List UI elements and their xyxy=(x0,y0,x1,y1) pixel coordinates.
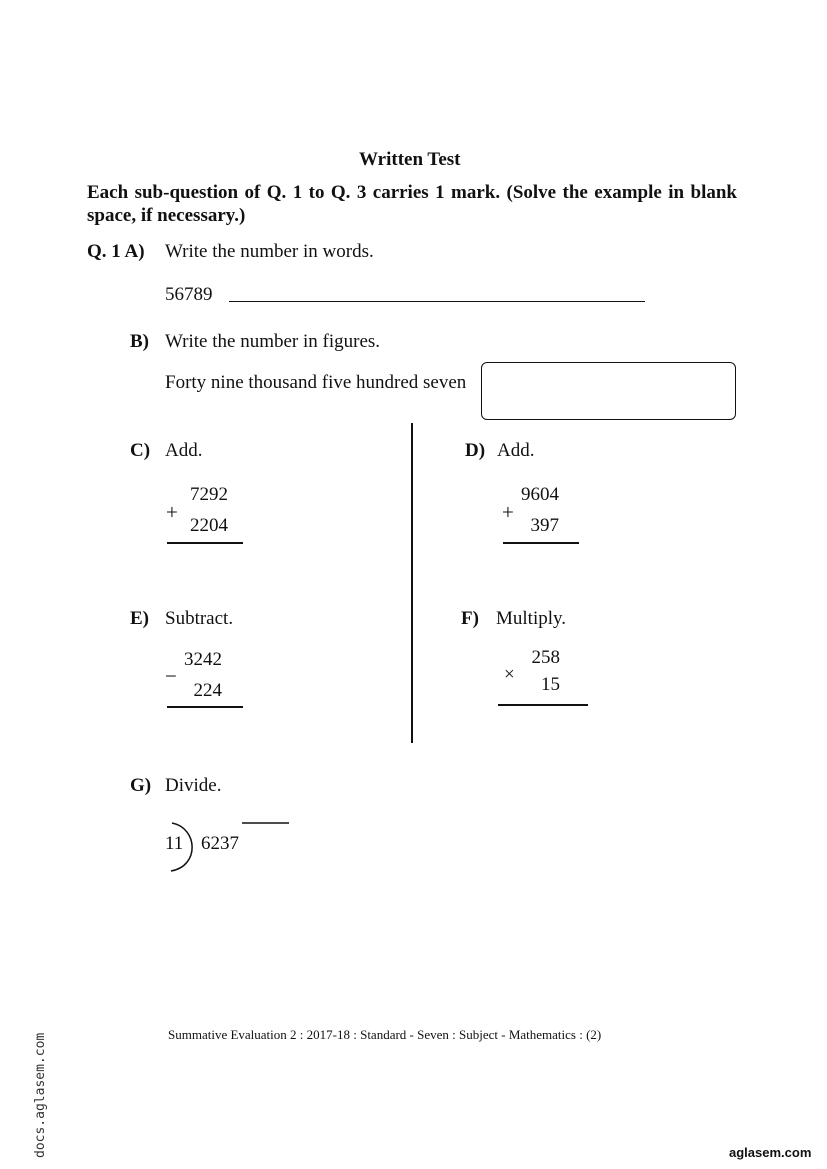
q1f-top-number: 258 xyxy=(531,647,560,668)
page-footer: Summative Evaluation 2 : 2017-18 : Standard - Seven : Subject - Mathematics : (2) xyxy=(168,1027,602,1042)
q1e-top-number: 3242 xyxy=(184,649,222,670)
question-number: Q. 1 A) xyxy=(87,241,145,262)
q1c-prompt: Add. xyxy=(165,440,203,461)
q1e-label: E) xyxy=(130,608,149,629)
q1c-top-number: 7292 xyxy=(190,484,228,505)
watermark-text: docs.aglasem.com xyxy=(33,1032,48,1158)
q1d-top-number: 9604 xyxy=(521,484,559,505)
page-title: Written Test xyxy=(359,149,461,170)
q1c-label: C) xyxy=(130,440,151,461)
q1g-label: G) xyxy=(130,775,152,796)
q1d-bottom-number: 397 xyxy=(530,515,559,536)
q1e-prompt: Subtract. xyxy=(165,608,234,629)
q1b-answer-box[interactable] xyxy=(481,362,736,420)
q1g-prompt: Divide. xyxy=(165,775,222,796)
q1c-bottom-number: 2204 xyxy=(190,515,228,536)
q1f-prompt: Multiply. xyxy=(496,608,567,629)
q1g-divisor: 11 xyxy=(165,833,184,854)
q1a-prompt: Write the number in words. xyxy=(165,241,374,262)
q1g-dividend: 6237 xyxy=(201,833,239,854)
q1c-answer-line[interactable] xyxy=(167,542,243,544)
q1e-bottom-number: 224 xyxy=(193,680,222,701)
q1f-label: F) xyxy=(461,608,479,629)
q1d-answer-line[interactable] xyxy=(503,542,579,544)
q1d-prompt: Add. xyxy=(497,440,535,461)
column-divider xyxy=(411,423,413,743)
q1f-bottom-number: 15 xyxy=(541,674,560,695)
brand-text: aglasem.com xyxy=(729,1145,812,1160)
q1b-words: Forty nine thousand five hundred seven xyxy=(165,372,467,393)
q1a-number: 56789 xyxy=(165,284,213,305)
q1e-answer-line[interactable] xyxy=(167,706,243,708)
multiply-sign: × xyxy=(504,664,515,685)
q1a-answer-line[interactable] xyxy=(229,301,645,302)
plus-sign: + xyxy=(166,500,178,524)
q1b-label: B) xyxy=(130,331,149,352)
q1b-prompt: Write the number in figures. xyxy=(165,331,381,352)
q1f-answer-line[interactable] xyxy=(498,704,588,706)
q1d-label: D) xyxy=(465,440,486,461)
plus-sign: + xyxy=(502,500,514,524)
instructions: Each sub-question of Q. 1 to Q. 3 carries 1 mark. (Solve the example in blank space, if necessary.) xyxy=(87,182,737,226)
minus-sign: − xyxy=(165,664,177,688)
